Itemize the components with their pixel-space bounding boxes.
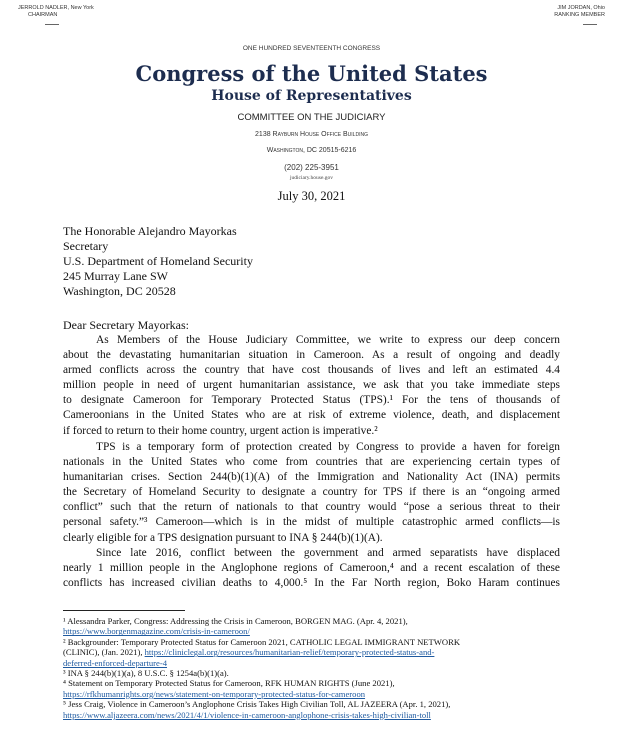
salutation: Dear Secretary Mayorkas: bbox=[63, 318, 189, 332]
house-title: House of Representatives bbox=[211, 88, 412, 104]
text-line: clearly eligible for a TPS designation pursuant to INA § 244(b)(1)(A). bbox=[63, 531, 383, 544]
text-line: As Members of the House Judiciary Committee, we write to express our deep concern bbox=[96, 334, 560, 346]
ranking-member-name: JIM JORDAN, Ohio bbox=[557, 5, 605, 11]
footnote-2-cont: (CLINIC), (Jan. 2021), bbox=[63, 647, 145, 658]
text-line: if forced to return to their home country, urgent action is imperative.² bbox=[63, 424, 378, 437]
text-line: conflicts has increased civilian deaths to 4,000.⁵ In the Far North region, Boko Haram continues bbox=[63, 577, 560, 590]
congress-number: ONE HUNDRED SEVENTEENTH CONGRESS bbox=[242, 45, 381, 52]
text-line: the Secretary of Homeland Security to designate a country for TPS if there is an “ongoing armed bbox=[63, 486, 560, 499]
recipient-line: Washington, DC 20528 bbox=[63, 284, 176, 298]
phone: (202) 225-3951 bbox=[284, 163, 339, 172]
ranking-member-role: RANKING MEMBER bbox=[554, 12, 605, 18]
footnote-1: ¹ Alessandra Parker, Congress: Addressing the Crisis in Cameroon, BORGEN MAG. (Apr. 4, 2021), bbox=[63, 616, 408, 626]
footnote-3: ³ INA § 244(b)(1)(a), 8 U.S.C. § 1254a(b)(1)(a). bbox=[63, 668, 229, 679]
footnote-link[interactable]: https://www.borgenmagazine.com/crisis-in-cameroon/ bbox=[63, 626, 250, 637]
building-address: 2138 Rayburn House Office Building bbox=[255, 131, 368, 138]
footnote-5: ⁵ Jess Craig, Violence in Cameroon’s Anglophone Crisis Takes High Civilian Toll, AL JAZEERA (Apr. 1, 2021), bbox=[63, 699, 451, 710]
footnote-link[interactable]: https://cliniclegal.org/resources/humanitarian-relief/temporary-protected-status-and- bbox=[144, 647, 435, 658]
recipient-address bbox=[63, 224, 253, 299]
chairman-role: CHAIRMAN bbox=[28, 12, 58, 18]
committee-name: COMMITTEE ON THE JUDICIARY bbox=[237, 112, 386, 123]
recipient-line: The Honorable Alejandro Mayorkas bbox=[63, 224, 237, 238]
divider bbox=[45, 24, 59, 25]
ranking-member-block bbox=[554, 5, 605, 19]
footnote-link[interactable]: https://rfkhumanrights.org/news/statement-on-temporary-protected-status-for-cameroon bbox=[63, 688, 366, 699]
congress-title: Congress of the United States bbox=[135, 61, 488, 86]
city-address: Washington, DC 20515-6216 bbox=[266, 147, 357, 154]
website: judiciary.house.gov bbox=[289, 175, 334, 181]
text-line: Cameroonians in the United States who are at risk of extreme violence, death, and displacement bbox=[63, 409, 560, 422]
chairman-name: JERROLD NADLER, New York bbox=[18, 5, 94, 11]
footnote-2: ² Backgrounder: Temporary Protected Status for Cameroon 2021, CATHOLIC LEGAL IMMIGRANT NETWORK bbox=[63, 636, 461, 647]
paragraph-3 bbox=[63, 546, 560, 591]
recipient-line: U.S. Department of Homeland Security bbox=[63, 254, 253, 268]
text-line: humanitarian crises. Section 244(b)(1)(A) of the Immigration and Nationality Act (INA) permits bbox=[63, 471, 560, 484]
text-line: conflict” such that the return of nationals to that country would “pose a serious threat to their bbox=[63, 501, 560, 514]
footnote-link[interactable]: deferred-enforced-departure-4 bbox=[63, 657, 168, 668]
footnote-4: ⁴ Statement on Temporary Protected Status for Cameroon, RFK HUMAN RIGHTS (June 2021), bbox=[63, 678, 395, 689]
text-line: TPS is a temporary form of protection created by Congress to provide a haven for foreign bbox=[96, 441, 560, 453]
footnote-divider bbox=[63, 610, 185, 611]
chairman-block bbox=[18, 5, 94, 19]
paragraph-1 bbox=[63, 333, 560, 439]
text-line: personal safety.”³ Cameroon—which is in the midst of multiple catastrophic armed conflicts—is bbox=[63, 516, 560, 529]
text-line: nearly 1 million people in the Anglophone regions of Cameroon,⁴ and a recent escalation of these bbox=[63, 562, 560, 575]
recipient-line: 245 Murray Lane SW bbox=[63, 269, 168, 283]
recipient-line: Secretary bbox=[63, 239, 109, 253]
text-line: million people in need of urgent humanitarian assistance, we ask that you take immediate steps bbox=[63, 379, 560, 392]
text-line: to designate Cameroon for Temporary Protected Status (TPS).¹ For the tens of thousands of bbox=[63, 394, 560, 407]
footnote-link[interactable]: https://www.aljazeera.com/news/2021/4/1/violence-in-cameroon-anglophone-crisis-takes-high-civilian-toll bbox=[63, 709, 431, 720]
paragraph-2 bbox=[63, 440, 560, 546]
footnotes bbox=[63, 616, 563, 720]
text-line: about the devastating humanitarian situation in Cameroon. As a result of ongoing and deadly bbox=[63, 349, 560, 362]
divider bbox=[583, 24, 597, 25]
text-line: armed conflicts across the country that have cost thousands of lives and left an estimated 4.4 bbox=[63, 364, 560, 377]
letter-date: July 30, 2021 bbox=[277, 189, 346, 203]
text-line: Since late 2016, conflict between the government and armed separatists have displaced bbox=[96, 547, 560, 559]
text-line: nationals in the United States who come from countries that are experiencing certain types of bbox=[63, 456, 560, 469]
